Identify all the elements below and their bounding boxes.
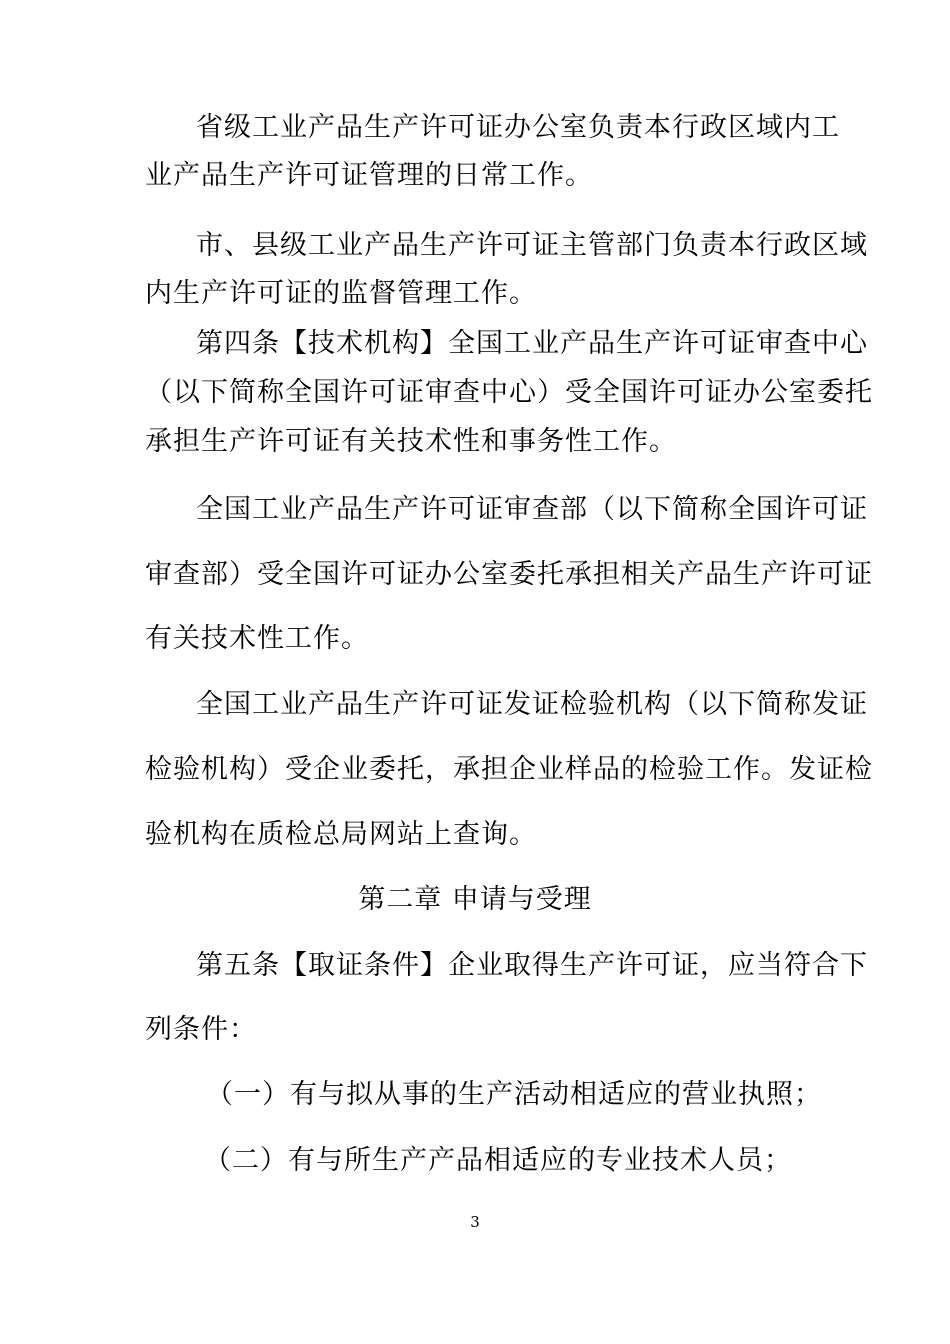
page-number: 3 [470,1213,480,1231]
paragraph-line: 市、县级工业产品生产许可证主管部门负责本行政区域 [196,230,868,261]
paragraph-line: 全国工业产品生产许可证发证检验机构（以下简称发证 [196,689,868,720]
list-item: （一）有与拟从事的生产活动相适应的营业执照； [206,1079,822,1110]
paragraph-line: 内生产许可证的监督管理工作。 [145,278,537,309]
paragraph-line: 检验机构）受企业委托，承担企业样品的检验工作。发证检 [145,754,873,785]
paragraph-line: 省级工业产品生产许可证办公室负责本行政区域内工 [196,112,840,143]
paragraph-line: 列条件： [145,1014,257,1045]
paragraph-line: 有关技术性工作。 [145,623,369,654]
paragraph-line: 验机构在质检总局网站上查询。 [145,819,537,850]
paragraph-line: （以下简称全国许可证审查中心）受全国许可证办公室委托 [145,377,873,408]
list-item: （二）有与所生产产品相适应的专业技术人员； [204,1145,792,1176]
paragraph-line: 承担生产许可证有关技术性和事务性工作。 [145,426,677,457]
article-4-heading-line: 第四条【技术机构】全国工业产品生产许可证审查中心 [196,328,868,359]
paragraph-line: 业产品生产许可证管理的日常工作。 [145,160,593,191]
article-5-heading-line: 第五条【取证条件】企业取得生产许可证，应当符合下 [196,950,868,981]
paragraph-line: 审查部）受全国许可证办公室委托承担相关产品生产许可证 [145,559,873,590]
chapter-heading: 第二章 申请与受理 [358,884,592,915]
paragraph-line: 全国工业产品生产许可证审查部（以下简称全国许可证 [196,494,868,525]
